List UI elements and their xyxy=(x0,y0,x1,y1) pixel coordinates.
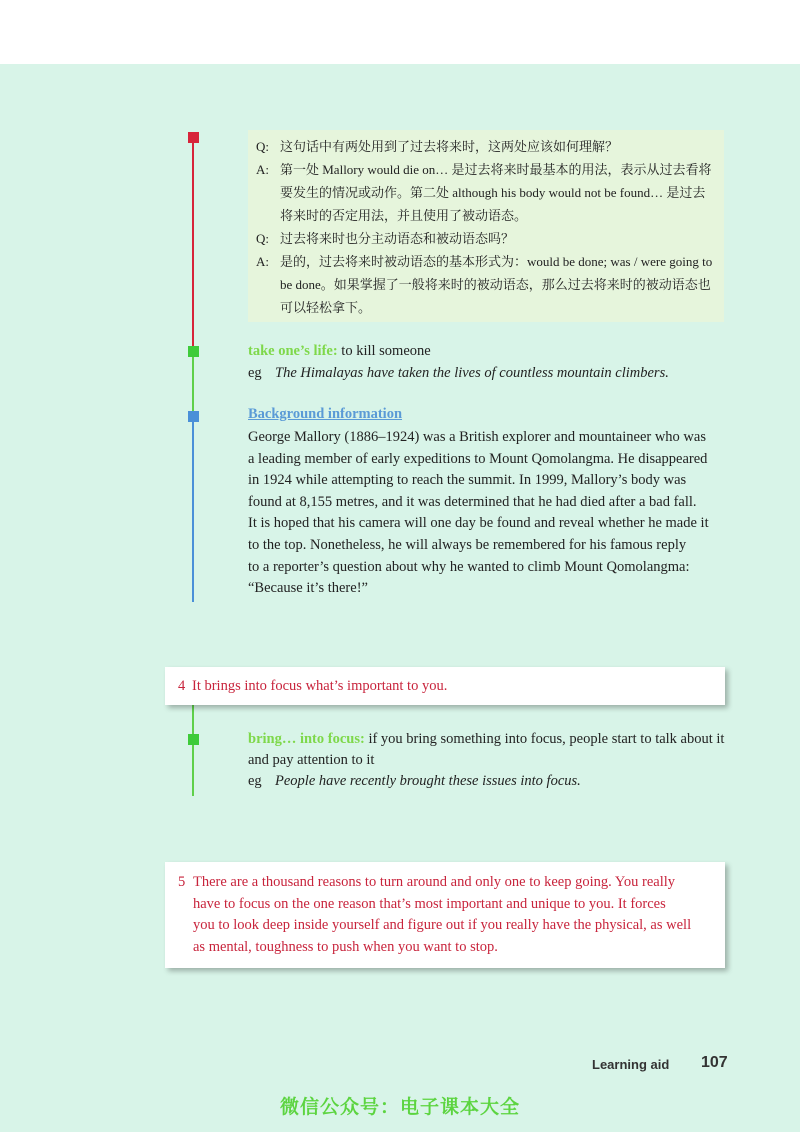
background-line: to a reporter’s question about why he wanted to climb Mount Qomolangma: xyxy=(248,558,690,575)
vocab-definition: if you bring something into focus, people start to talk about it xyxy=(364,731,725,747)
qa-tag: Q: xyxy=(256,139,269,154)
qa-text: 过去将来时也分主动语态和被动语态吗？ xyxy=(280,231,515,246)
red-square-marker xyxy=(188,132,199,143)
qa-text: 这句话中有两处用到了过去将来时，这两处应该如何理解？ xyxy=(280,139,619,154)
background-line: a leading member of early expeditions to Mount Qomolangma. He disappeared xyxy=(248,450,708,467)
page-number: 107 xyxy=(701,1054,728,1071)
qa-text: be done。如果掌握了一般将来时的被动语态，那么过去将来时的被动语态也 xyxy=(280,277,711,292)
quote-number: 4 xyxy=(178,678,186,694)
background-title: Background information xyxy=(248,406,403,422)
green-square-marker-2 xyxy=(188,734,199,745)
quote-line: you to look deep inside yourself and figure out if you really have the physical, as well xyxy=(193,917,692,934)
qa-answer-2 xyxy=(256,250,712,273)
background-line: in 1924 while attempting to reach the summit. In 1999, Mallory’s body was xyxy=(248,472,687,489)
qa-text: 将来时的否定用法，并且使用了被动语态。 xyxy=(280,208,528,223)
blue-square-marker xyxy=(188,411,199,422)
vocab-example-2 xyxy=(248,771,581,793)
vocab-example xyxy=(248,363,669,385)
vocab-definition: to kill someone xyxy=(337,343,431,359)
qa-text: 可以轻松拿下。 xyxy=(280,300,372,315)
qa-question-1 xyxy=(256,135,618,158)
background-body xyxy=(248,427,738,600)
blue-guide-line xyxy=(192,418,194,602)
page-top-margin xyxy=(0,0,800,64)
vocab-term: bring… into focus: xyxy=(248,731,365,747)
wechat-watermark: 微信公众号：电子课本大全 xyxy=(279,1096,520,1118)
background-line: to the top. Nonetheless, he will always be remembered for his famous reply xyxy=(248,536,687,553)
qa-tag: A: xyxy=(256,254,269,269)
vocab-definition-continued: and pay attention to it xyxy=(248,752,375,768)
qa-tag: Q: xyxy=(256,231,269,246)
green-square-marker xyxy=(188,346,199,357)
qa-text: 要发生的情况或动作。第二处 although his body would not be found… 是过去 xyxy=(280,185,706,200)
quote-box-5 xyxy=(165,862,725,968)
qa-box xyxy=(248,130,724,322)
eg-label: eg xyxy=(248,773,262,789)
background-line: George Mallory (1886–1924) was a British explorer and mountaineer who was xyxy=(248,429,706,445)
eg-sentence: The Himalayas have taken the lives of countless mountain climbers. xyxy=(275,365,669,381)
qa-tag: A: xyxy=(256,162,269,177)
section-label: Learning aid xyxy=(592,1057,670,1072)
eg-label: eg xyxy=(248,365,262,381)
quote-number: 5 xyxy=(178,874,186,890)
quote-text-block xyxy=(193,872,691,958)
quote-text: It brings into focus what’s important to you. xyxy=(192,678,448,694)
quote-line: have to focus on the one reason that’s most important and unique to you. It forces xyxy=(193,895,666,912)
vocab-take-ones-life xyxy=(248,341,431,363)
qa-answer-1 xyxy=(256,158,712,181)
quote-line: There are a thousand reasons to turn around and only one to keep going. You really xyxy=(193,874,676,890)
background-line: It is hoped that his camera will one day be found and reveal whether he made it xyxy=(248,515,709,532)
red-guide-line xyxy=(192,138,194,352)
qa-text: 是的，过去将来时被动语态的基本形式为：would be done; was / were going to xyxy=(280,254,713,269)
background-line: found at 8,155 metres, and it was determined that he had died after a bad fall. xyxy=(248,493,697,510)
qa-question-2 xyxy=(256,227,514,250)
quote-line: as mental, toughness to push when you want to stop. xyxy=(193,938,498,955)
vocab-bring-into-focus xyxy=(248,729,724,751)
qa-text: 第一处 Mallory would die on… 是过去将来时最基本的用法，表示从过去看将 xyxy=(280,162,712,177)
eg-sentence: People have recently brought these issues into focus. xyxy=(275,773,581,789)
green-guide-line xyxy=(192,352,194,418)
quote-box-4 xyxy=(165,667,725,705)
background-line: “Because it’s there!” xyxy=(248,580,368,597)
vocab-term: take one’s life: xyxy=(248,343,338,359)
green-guide-line-2 xyxy=(192,704,194,796)
